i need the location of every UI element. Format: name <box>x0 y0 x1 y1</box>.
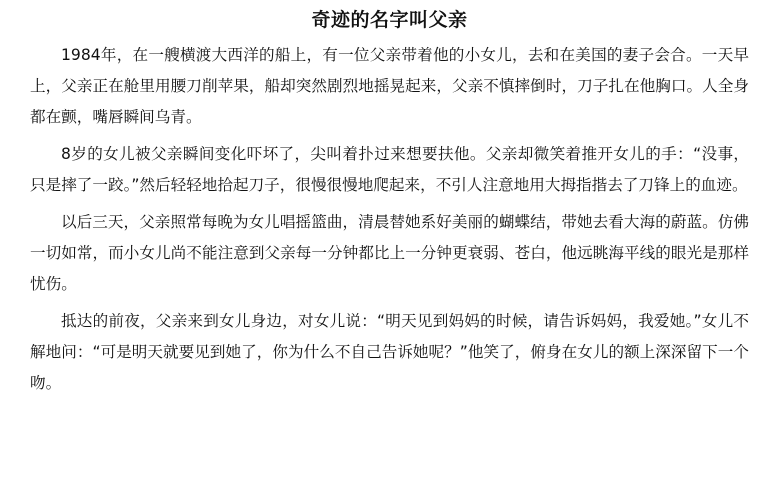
paragraph-1: 1984年，在一艘横渡大西洋的船上，有一位父亲带着他的小女儿，去和在美国的妻子会合。一天早上，父亲正在舱里用腰刀削苹果，船却突然剧烈地摇晃起来，父亲不慎摔倒时，刀子扎在他胸口。人全身都在颤，嘴唇瞬间乌青。 <box>30 46 749 126</box>
article-title: 奇迹的名字叫父亲 <box>311 9 468 31</box>
paragraph-4: 抵达的前夜，父亲来到女儿身边，对女儿说：“明天见到妈妈的时候，请告诉妈妈，我爱她。”女儿不解地问：“可是明天就要见到她了，你为什么不自己告诉她呢？”他笑了，俯身在女儿的额上深深留下一个吻。 <box>30 312 749 392</box>
paragraph-3: 以后三天，父亲照常每晚为女儿唱摇篮曲，清晨替她系好美丽的蝴蝶结，带她去看大海的蔚蓝。仿佛一切如常，而小女儿尚不能注意到父亲每一分钟都比上一分钟更衰弱、苍白，他远眺海平线的眼光是那样忧伤。 <box>30 213 749 293</box>
paragraph-2: 8岁的女儿被父亲瞬间变化吓坏了，尖叫着扑过来想要扶他。父亲却微笑着推开女儿的手：“没事，只是摔了一跤。”然后轻轻地拾起刀子，很慢很慢地爬起来，不引人注意地用大拇指揩去了刀锋上的血迹。 <box>30 145 749 194</box>
